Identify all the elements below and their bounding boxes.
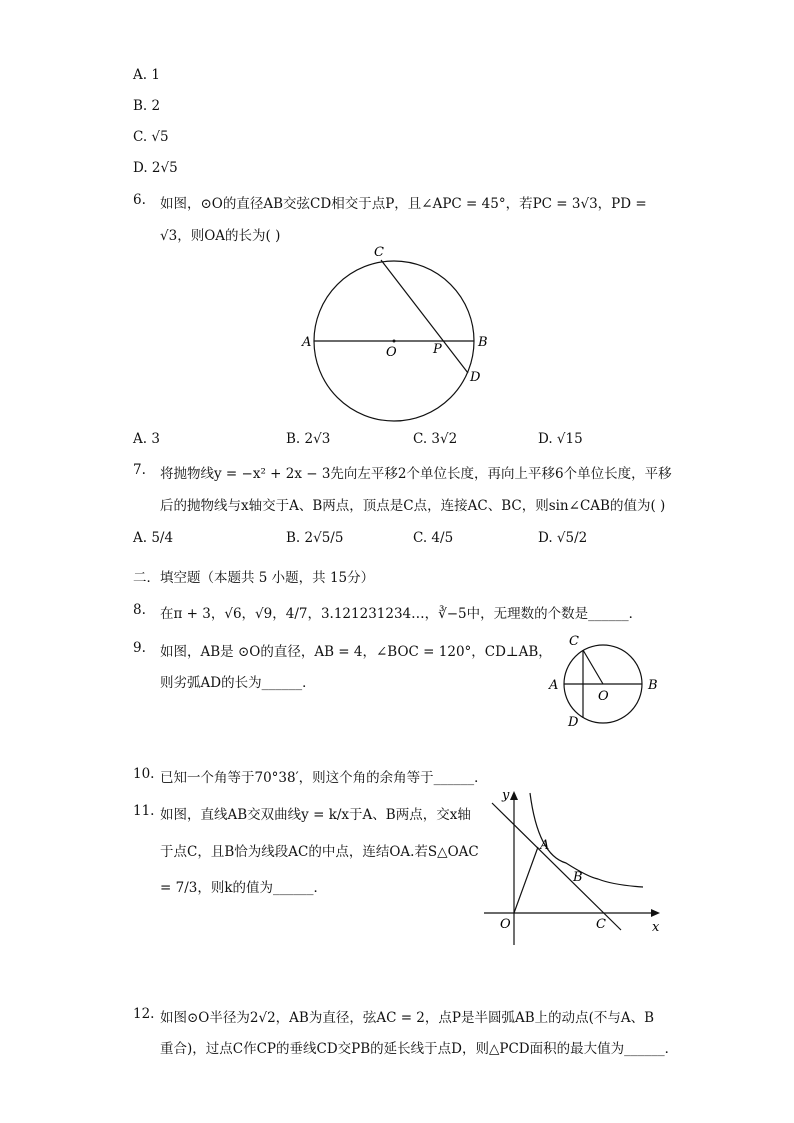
q11-label-y: y: [502, 788, 510, 803]
q9-circle-figure: [540, 628, 665, 730]
q11-label-b: B: [573, 870, 583, 885]
q11-hyperbola-figure: [478, 785, 668, 950]
q11-text-line3: = 7/3，则k的值为______．: [160, 880, 328, 896]
q12-text-line2: 重合)，过点C作CP的垂线CD交PB的延长线于点D，则△PCD面积的最大值为______．: [160, 1041, 679, 1057]
q6-option-a: A. 3: [133, 431, 160, 447]
q6-option-c: C. 3√2: [413, 431, 458, 447]
q8-number: 8.: [133, 602, 146, 618]
section-2-title: 二．填空题（本题共 5 小题，共 15分）: [133, 570, 375, 586]
q11-text-line2: 于点C，且B恰为线段AC的中点，连结OA.若S△OAC: [160, 844, 479, 860]
q6-number: 6.: [133, 192, 146, 208]
q6-text-line1: 如图，⊙O的直径AB交弦CD相交于点P，且∠APC = 45°，若PC = 3√3，PD =: [160, 196, 647, 212]
q6-circle-figure: [295, 240, 495, 425]
q11-label-o: O: [500, 917, 511, 932]
q9-label-d: D: [568, 715, 579, 730]
q7-option-b: B. 2√5/5: [286, 530, 344, 546]
q6-label-a: A: [302, 335, 312, 350]
q6-label-b: B: [478, 335, 488, 350]
option-b: B. 2: [133, 98, 161, 114]
q12-text-line1: 如图⊙O半径为2√2，AB为直径，弦AC = 2，点P是半圆弧AB上的动点(不与A、B: [160, 1010, 655, 1026]
option-a: A. 1: [133, 67, 160, 83]
q6-label-p: P: [433, 342, 442, 357]
q6-option-d: D. √15: [538, 431, 583, 447]
q6-label-o: O: [386, 345, 397, 360]
q6-option-b: B. 2√3: [286, 431, 331, 447]
q11-label-c: C: [596, 917, 606, 932]
q9-label-b: B: [648, 678, 658, 693]
option-c: C. √5: [133, 129, 169, 145]
q7-number: 7.: [133, 462, 146, 478]
q7-text-line2: 后的抛物线与x轴交于A、B两点，顶点是C点，连接AC、BC，则sin∠CAB的值为( ): [160, 498, 666, 514]
q11-y-arrow: [510, 791, 518, 800]
q6-label-d: D: [470, 370, 481, 385]
q6-center-dot: [393, 340, 396, 343]
q10-number: 10.: [133, 766, 155, 782]
q12-number: 12.: [133, 1006, 155, 1022]
q9-text-line2: 则劣弧AD的长为______．: [160, 675, 316, 691]
q9-label-c: C: [569, 634, 579, 649]
q11-segment-oa: [514, 847, 538, 913]
q8-text: 在π + 3，√6，√9，4/7，3.121231234…，∛−5中，无理数的个数是______．: [160, 606, 643, 622]
q7-option-c: C. 4/5: [413, 530, 454, 546]
q11-number: 11.: [133, 803, 155, 819]
q7-option-a: A. 5/4: [133, 530, 174, 546]
q11-label-a: A: [540, 838, 550, 853]
q11-line-ab: [492, 803, 621, 930]
option-d: D. 2√5: [133, 160, 178, 176]
q9-text-line1: 如图，AB是 ⊙O的直径，AB = 4，∠BOC = 120°，CD⊥AB，: [160, 644, 552, 660]
q10-text: 已知一个角等于70°38′，则这个角的余角等于______．: [160, 770, 488, 786]
q7-text-line1: 将抛物线y = −x² + 2x − 3先向左平移2个单位长度，再向上平移6个单位长度，平移: [160, 466, 672, 482]
q11-x-arrow: [651, 909, 660, 917]
q9-label-o: O: [598, 689, 609, 704]
q9-radius-oc: [583, 650, 603, 684]
q9-number: 9.: [133, 640, 146, 656]
q6-text-line2: √3，则OA的长为( ): [160, 228, 281, 244]
q6-label-c: C: [374, 245, 384, 260]
q11-text-line1: 如图，直线AB交双曲线y = k/x于A、B两点，交x轴: [160, 807, 471, 823]
q9-label-a: A: [549, 678, 559, 693]
q11-label-x: x: [652, 920, 660, 935]
q7-option-d: D. √5/2: [538, 530, 588, 546]
